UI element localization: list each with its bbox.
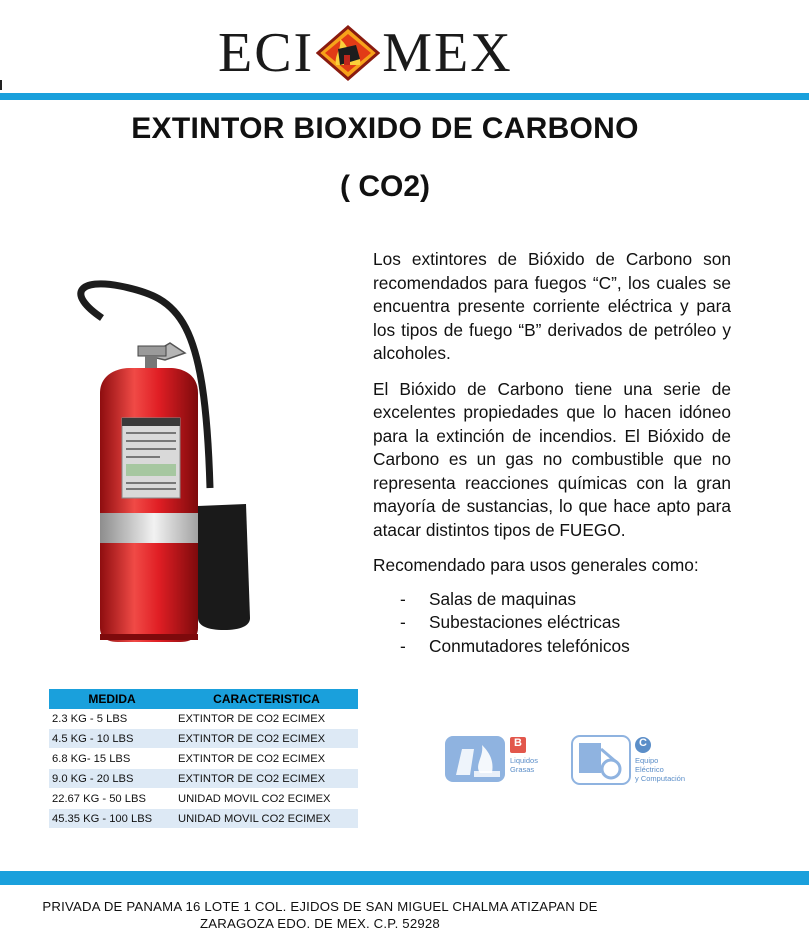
uses-list: [373, 588, 731, 659]
page-edge-mark: [0, 80, 2, 90]
cell-medida: 22.67 KG - 50 LBS: [49, 789, 175, 809]
bullet-dash: -: [400, 612, 406, 632]
bullet-dash: -: [400, 635, 406, 656]
table-row: [49, 729, 358, 749]
logo-word-left: ECI: [218, 22, 315, 84]
co2-extinguisher-image: [60, 278, 310, 648]
specifications-table: [49, 689, 358, 829]
class-b-line1: Liquidos: [510, 756, 538, 765]
table-row: [49, 789, 358, 809]
footer-address: [0, 898, 640, 932]
table-row: [49, 709, 358, 729]
page-subtitle: ( CO2): [340, 170, 430, 203]
address-line-1: PRIVADA DE PANAMA 16 LOTE 1 COL. EJIDOS DE SAN MIGUEL CHALMA ATIZAPAN DE: [42, 899, 598, 914]
cell-medida: 4.5 KG - 10 LBS: [49, 729, 175, 749]
column-header-caracteristica: CARACTERISTICA: [175, 689, 358, 709]
cell-caracteristica: UNIDAD MOVIL CO2 ECIMEX: [175, 789, 358, 809]
cell-caracteristica: UNIDAD MOVIL CO2 ECIMEX: [175, 809, 358, 829]
bullet-dash: -: [400, 588, 406, 609]
electrical-fire-icon: [571, 735, 631, 785]
table-row: [49, 809, 358, 829]
class-c-letter: C: [639, 737, 647, 749]
description-paragraph-2: El Bióxido de Carbono tiene una serie de excelentes propiedades que lo hacen idóneo para la extinción de incendios. El Bióxido de Carbono es un gas no combustible que no representa reacciones químicas con la gran mayoría de sustancias, lo que hace apto para atacar distintos tipos de FUEGO.: [373, 378, 731, 540]
list-item: [373, 635, 731, 659]
class-b-line2: Grasas: [510, 765, 535, 774]
logo-word-right: MEX: [382, 22, 513, 84]
class-c-line3: y Computación: [635, 774, 686, 783]
fire-class-b-badge: [444, 735, 554, 785]
cell-caracteristica: EXTINTOR DE CO2 ECIMEX: [175, 729, 358, 749]
use-label: Salas de maquinas: [429, 588, 576, 609]
liquids-fire-icon: [444, 735, 506, 783]
table-row: [49, 769, 358, 789]
cell-medida: 9.0 KG - 20 LBS: [49, 769, 175, 789]
cell-caracteristica: EXTINTOR DE CO2 ECIMEX: [175, 709, 358, 729]
description: [373, 248, 731, 658]
use-label: Conmutadores telefónicos: [429, 635, 630, 656]
ecimex-logo: [218, 22, 528, 84]
list-item: [373, 588, 731, 612]
cell-medida: 2.3 KG - 5 LBS: [49, 709, 175, 729]
flame-diamond-icon: [316, 25, 380, 81]
uses-intro: Recomendado para usos generales como:: [373, 555, 699, 575]
description-paragraph-1: Los extintores de Bióxido de Carbono son recomendados para fuegos “C”, los cuales se encuentra presente corriente eléctrica y para los tipos de fuego “B” derivados de petróleo y alcoholes.: [373, 249, 731, 363]
list-item: [373, 611, 731, 635]
footer-divider: [0, 871, 809, 885]
address-line-2: ZARAGOZA EDO. DE MEX. C.P. 52928: [200, 916, 440, 931]
table-row: [49, 749, 358, 769]
use-label: Subestaciones eléctricas: [429, 612, 621, 632]
fire-class-c-badge: [571, 735, 701, 787]
header-divider: [0, 93, 809, 100]
cell-caracteristica: EXTINTOR DE CO2 ECIMEX: [175, 749, 358, 769]
class-b-letter: B: [514, 737, 522, 749]
class-c-line2: Eléctrico: [635, 765, 664, 774]
cell-medida: 6.8 KG- 15 LBS: [49, 749, 175, 769]
class-c-line1: Equipo: [635, 756, 659, 765]
page-title: EXTINTOR BIOXIDO DE CARBONO: [131, 112, 639, 145]
column-header-medida: MEDIDA: [49, 689, 175, 709]
cell-caracteristica: EXTINTOR DE CO2 ECIMEX: [175, 769, 358, 789]
table-header-row: [49, 689, 358, 709]
cell-medida: 45.35 KG - 100 LBS: [49, 809, 175, 829]
